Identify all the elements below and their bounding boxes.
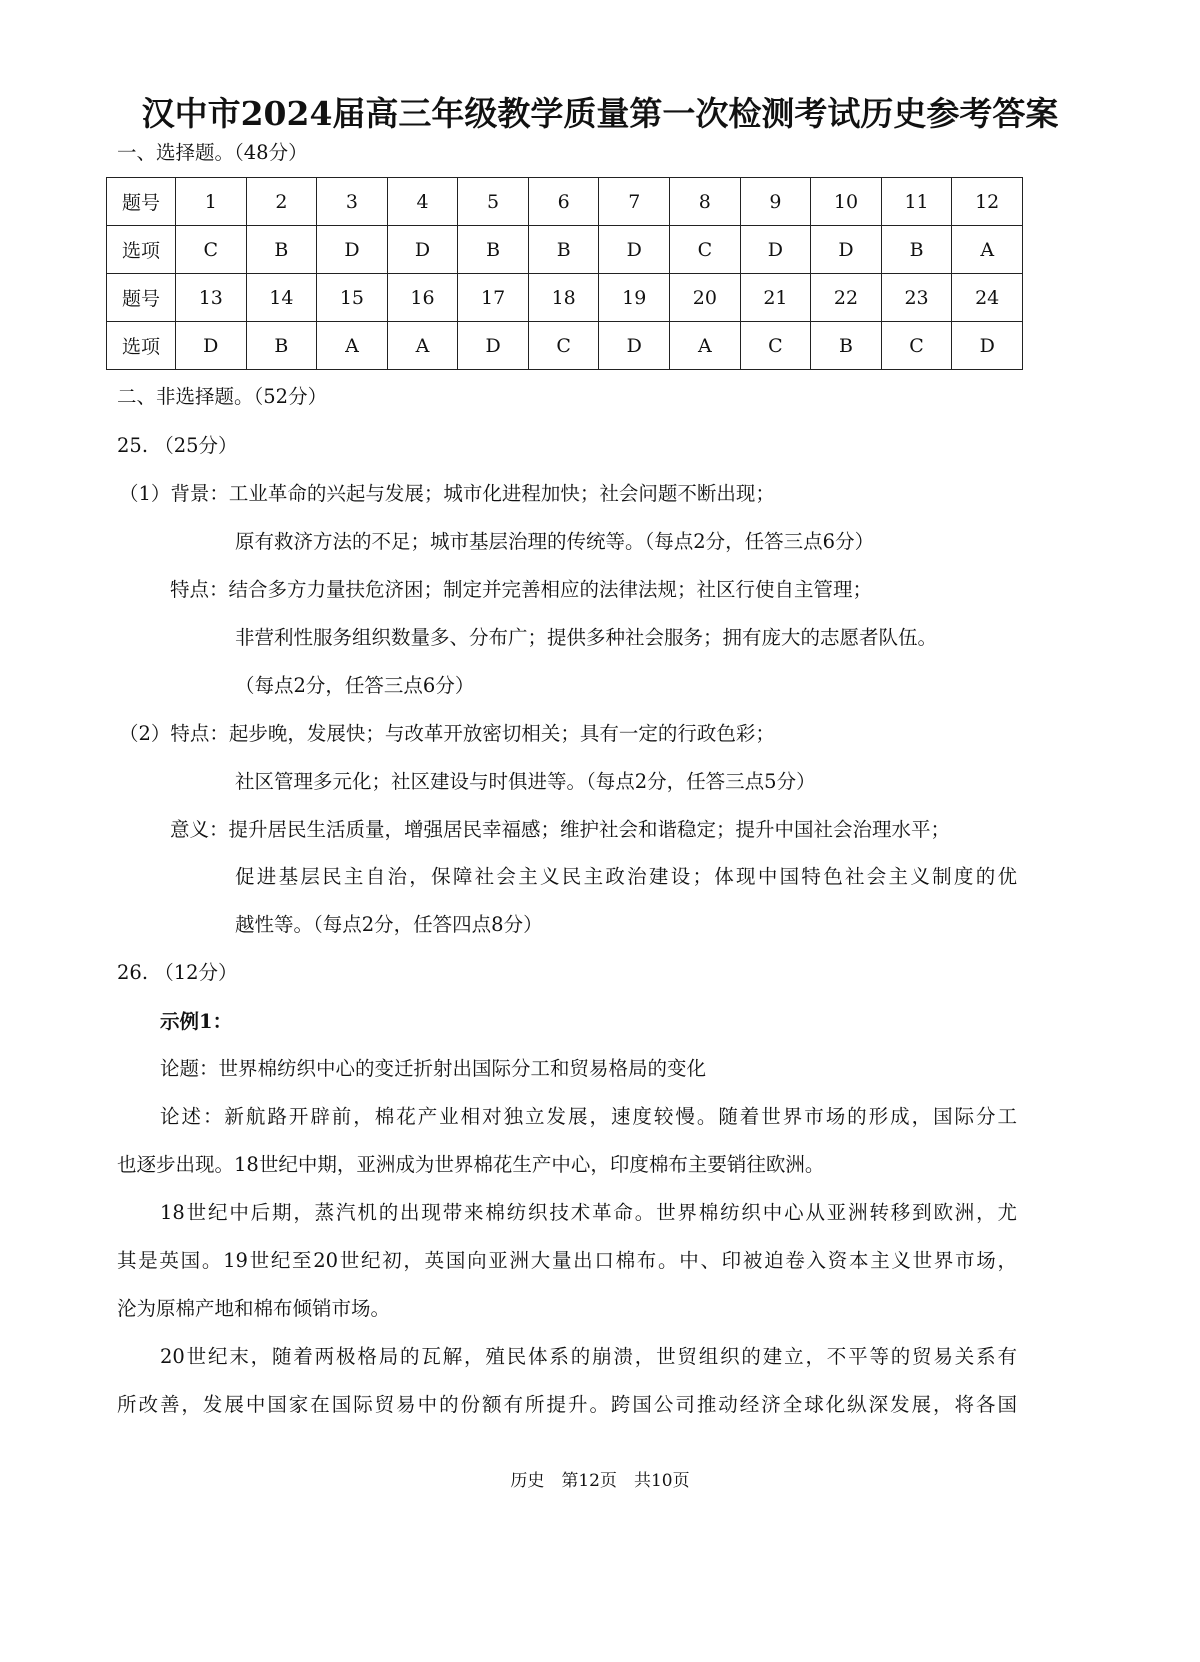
answer-cell: D (599, 226, 670, 274)
answer-cell: C (528, 322, 599, 370)
answer-cell: C (740, 322, 811, 370)
row-label: 选项 (107, 322, 176, 370)
answer-cell: B (881, 226, 952, 274)
answer-cell: A (387, 322, 458, 370)
question-number: 11 (881, 178, 952, 226)
answer-cell: D (317, 226, 388, 274)
answer-line: 特点：结合多方力量扶危济困；制定并完善相应的法律法规；社区行使自主管理； (170, 578, 873, 601)
row-label: 题号 (107, 274, 176, 322)
answer-cell: A (670, 322, 741, 370)
section-heading-choice: 一、选择题。（48分） (117, 141, 308, 164)
answer-cell: D (740, 226, 811, 274)
question-number: 14 (246, 274, 317, 322)
answer-line: 所改善，发展中国家在国际贸易中的份额有所提升。跨国公司推动经济全球化纵深发展，将各国 (117, 1393, 1017, 1416)
question-number: 1 (176, 178, 247, 226)
question-number: 3 (317, 178, 388, 226)
answer-line: 论题：世界棉纺织中心的变迁折射出国际分工和贸易格局的变化 (160, 1057, 707, 1080)
question-number: 21 (740, 274, 811, 322)
answer-cell: B (811, 322, 882, 370)
question-number: 18 (528, 274, 599, 322)
question-number: 20 (670, 274, 741, 322)
question-number: 19 (599, 274, 670, 322)
row-label: 选项 (107, 226, 176, 274)
question-number: 5 (458, 178, 529, 226)
answer-line: （1）背景：工业革命的兴起与发展；城市化进程加快；社会问题不断出现； (119, 482, 775, 505)
row-label: 题号 (107, 178, 176, 226)
answer-line: 原有救济方法的不足；城市基层治理的传统等。（每点2分，任答三点6分） (235, 530, 875, 553)
answer-line: 促进基层民主自治，保障社会主义民主政治建设；体现中国特色社会主义制度的优 (235, 865, 1017, 888)
answer-cell: D (599, 322, 670, 370)
question-number: 15 (317, 274, 388, 322)
question-number: 4 (387, 178, 458, 226)
question-number: 6 (528, 178, 599, 226)
answer-cell: A (317, 322, 388, 370)
question-number: 12 (952, 178, 1023, 226)
answer-line: 沦为原棉产地和棉布倾销市场。 (117, 1297, 391, 1320)
answer-line: 论述：新航路开辟前，棉花产业相对独立发展，速度较慢。随着世界市场的形成，国际分工 (160, 1105, 1017, 1128)
question-number: 22 (811, 274, 882, 322)
answer-cell: A (952, 226, 1023, 274)
answer-cell: B (528, 226, 599, 274)
question-number: 9 (740, 178, 811, 226)
question-26-heading: 26. （12分） (117, 961, 238, 984)
answer-line: 意义：提升居民生活质量，增强居民幸福感；维护社会和谐稳定；提升中国社会治理水平； (170, 818, 951, 841)
answer-line: 也逐步出现。18世纪中期，亚洲成为世界棉花生产中心，印度棉布主要销往欧洲。 (117, 1153, 825, 1176)
table-row (107, 274, 1023, 322)
question-number: 10 (811, 178, 882, 226)
example-label: 示例1： (160, 1010, 233, 1033)
question-25-heading: 25. （25分） (117, 434, 238, 457)
answer-cell: B (458, 226, 529, 274)
question-number: 17 (458, 274, 529, 322)
answer-line: 其是英国。19世纪至20世纪初，英国向亚洲大量出口棉布。中、印被迫卷入资本主义世界市场， (117, 1249, 1017, 1272)
question-number: 24 (952, 274, 1023, 322)
answer-cell: B (246, 322, 317, 370)
answer-cell: D (387, 226, 458, 274)
table-row (107, 178, 1023, 226)
answer-cell: C (881, 322, 952, 370)
answer-cell: D (458, 322, 529, 370)
question-number: 8 (670, 178, 741, 226)
answer-table (106, 177, 1023, 370)
answer-line: 越性等。（每点2分，任答四点8分） (235, 913, 543, 936)
answer-line: 20世纪末，随着两极格局的瓦解，殖民体系的崩溃，世贸组织的建立，不平等的贸易关系有 (160, 1345, 1017, 1368)
answer-cell: D (952, 322, 1023, 370)
answer-cell: C (670, 226, 741, 274)
question-number: 2 (246, 178, 317, 226)
answer-line: （2）特点：起步晚，发展快；与改革开放密切相关；具有一定的行政色彩； (119, 722, 775, 745)
question-number: 7 (599, 178, 670, 226)
question-number: 16 (387, 274, 458, 322)
answer-line: 18世纪中后期，蒸汽机的出现带来棉纺织技术革命。世界棉纺织中心从亚洲转移到欧洲，尤 (160, 1201, 1017, 1224)
answer-cell: D (176, 322, 247, 370)
page-title: 汉中市2024届高三年级教学质量第一次检测考试历史参考答案 (141, 94, 1059, 133)
answer-line: （每点2分，任答三点6分） (235, 674, 475, 697)
question-number: 23 (881, 274, 952, 322)
answer-line: 社区管理多元化；社区建设与时俱进等。（每点2分，任答三点5分） (235, 770, 816, 793)
answer-line: 非营利性服务组织数量多、分布广；提供多种社会服务；拥有庞大的志愿者队伍。 (235, 626, 938, 649)
table-row (107, 322, 1023, 370)
question-number: 13 (176, 274, 247, 322)
answer-cell: C (176, 226, 247, 274)
answer-cell: D (811, 226, 882, 274)
section-heading-nonchoice: 二、非选择题。（52分） (117, 385, 328, 408)
answer-cell: B (246, 226, 317, 274)
page-footer: 历史 第12页 共10页 (510, 1471, 690, 1491)
table-row (107, 226, 1023, 274)
